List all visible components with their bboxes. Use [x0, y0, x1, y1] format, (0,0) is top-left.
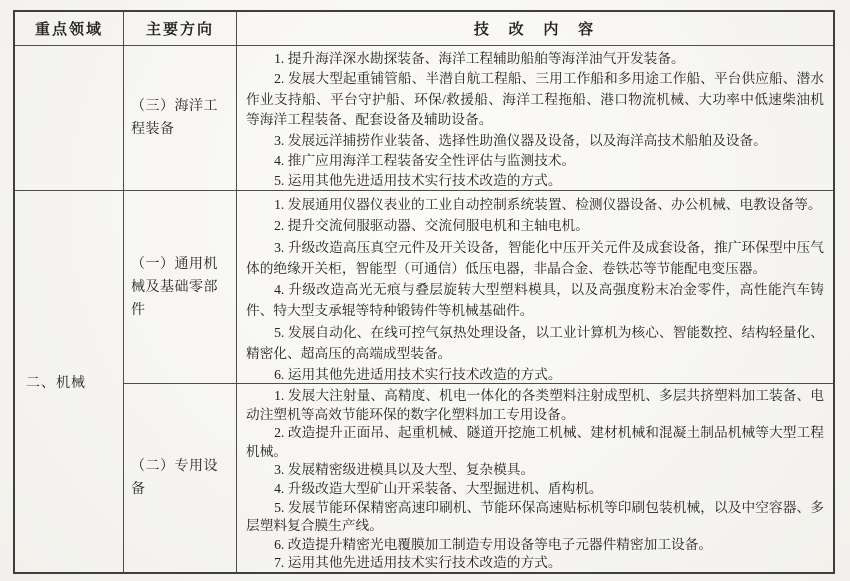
content-cell-special-equipment — [237, 384, 833, 572]
content-item: 4. 升级改造大型矿山开采装备、大型掘进机、盾构机。 — [274, 480, 603, 496]
content-item: 1. 发展大注射量、高精度、机电一体化的各类塑料注射成型机、多层共挤塑料加工装备、电动注塑机等高效节能环保的数字化塑料加工专用设备。 — [246, 388, 824, 422]
direction-label: （一）通用机械及基础零部件 — [131, 256, 218, 318]
content-item: 1. 提升海洋深水勘探装备、海洋工程辅助船舶等海洋油气开发装备。 — [274, 51, 685, 66]
content-item: 5. 运用其他先进适用技术实行技术改造的方式。 — [274, 173, 562, 189]
content-cell-marine-equipment — [237, 46, 833, 191]
content-item: 1. 发展通用仪器仪表业的工业自动控制系统装置、检测仪器设备、办公机械、电教设备等。 — [274, 197, 822, 212]
header-main-directions — [124, 12, 237, 46]
content-item: 3. 发展精密级进模具以及大型、复杂模具。 — [274, 462, 535, 478]
content-item: 3. 升级改造高压真空元件及开关设备，智能化中压开关元件及成套设备，推广环保型中压气体的绝缘开关柜，智能型（可通信）低压电器，非晶合金、卷铁芯等节能配电变压器。 — [246, 239, 824, 276]
content-cell-general-machinery — [237, 191, 833, 384]
content-item: 2. 提升交流伺服驱动器、交流伺服电机和主轴电机。 — [274, 218, 589, 234]
content-item: 6. 运用其他先进适用技术实行技术改造的方式。 — [274, 367, 562, 383]
header-technical-content — [237, 12, 833, 46]
direction-label: （二）专用设备 — [131, 459, 218, 497]
direction-label: （三）海洋工程装备 — [131, 99, 218, 137]
direction-cell-special-equipment — [124, 384, 237, 572]
content-item: 5. 发展自动化、在线可控气氛热处理设备，以工业计算机为核心、智能数控、结构轻量化、精密化、超高压的高端成型装备。 — [246, 324, 824, 362]
content-item: 7. 运用其他先进适用技术实行技术改造的方式。 — [274, 555, 562, 571]
content-item: 3. 发展远洋捕捞作业装备、选择性助渔仪器及设备，以及海洋高技术船舶及设备。 — [274, 132, 767, 148]
content-item: 4. 推广应用海洋工程装备安全性评估与监测技术。 — [274, 153, 576, 169]
direction-cell-general-machinery — [124, 191, 237, 384]
area-cell-machinery — [15, 191, 124, 572]
header-key-areas — [15, 12, 124, 46]
content-item: 2. 发展大型起重铺管船、半潜自航工程船、三用工作船和多用途工作船、平台供应船、潜水作业支持船、平台守护船、环保/救援船、海洋工程拖船、港口物流机械、大功率中低速柴油机等海洋工程装备、配套设备及辅助设备。 — [246, 71, 824, 128]
content-item: 5. 发展节能环保精密高速印刷机、节能环保高速贴标机等印刷包装机械，以及中空容器、多层塑料复合膜生产线。 — [246, 499, 824, 534]
header-technical-content-label: 技 改 内 容 — [473, 22, 597, 38]
area-label: 二、机械 — [26, 375, 86, 391]
technical-upgrade-table — [13, 10, 835, 574]
area-cell-empty — [15, 46, 124, 191]
content-item: 4. 升级改造高光无痕与叠层旋转大型塑料模具，以及高强度粉末冶金零件，高性能汽车铸件、特大型支承辊等特种锻铸件等机械基础件。 — [246, 282, 824, 319]
content-item: 2. 改造提升正面吊、起重机械、隧道开挖施工机械、建材机械和混凝土制品机械等大型工程机械。 — [246, 425, 824, 459]
header-key-areas-label: 重点领域 — [34, 22, 103, 38]
header-main-directions-label: 主要方向 — [145, 22, 214, 38]
content-item: 6. 改造提升精密光电覆膜加工制造专用设备等电子元器件精密加工设备。 — [274, 536, 713, 552]
direction-cell-marine-equipment — [124, 46, 237, 191]
